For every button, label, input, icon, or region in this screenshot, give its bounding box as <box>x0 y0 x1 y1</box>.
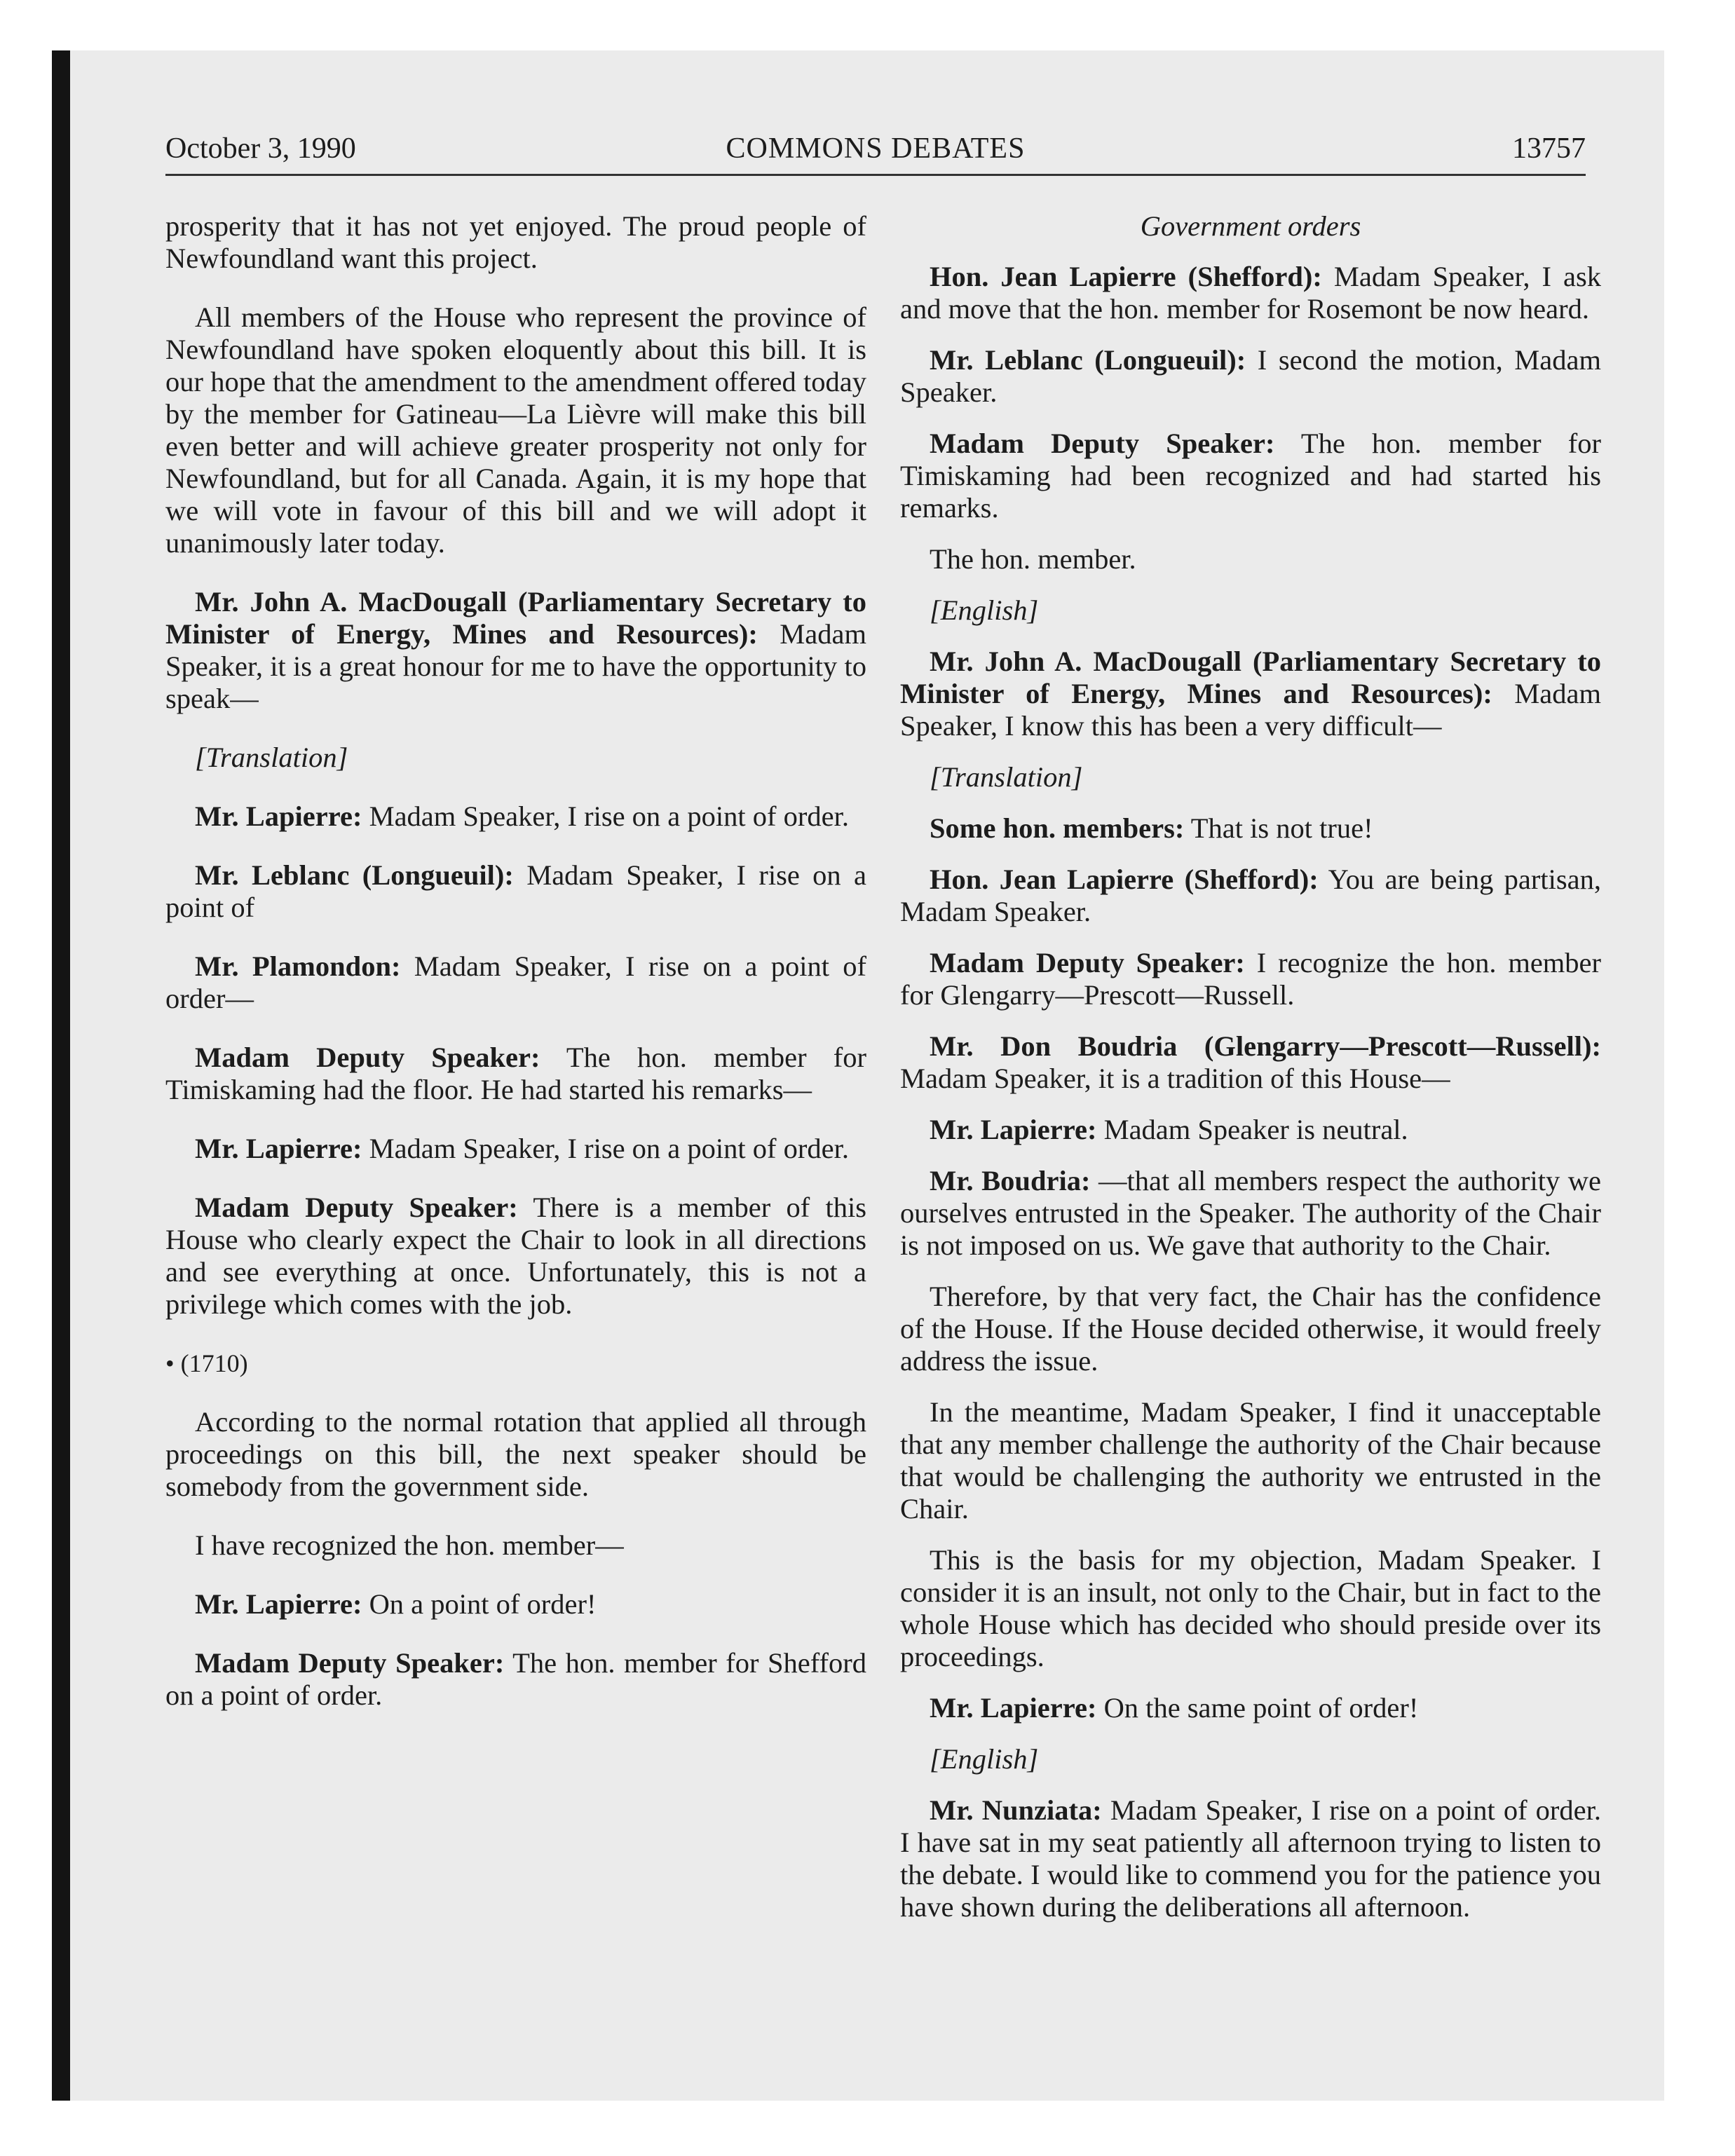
paragraph-text: Madam Speaker, I rise on a point of order. <box>369 1133 849 1164</box>
header-date: October 3, 1990 <box>165 132 356 165</box>
paragraph <box>900 428 1601 524</box>
paragraph <box>900 1030 1601 1095</box>
paragraph <box>165 1588 866 1621</box>
paragraph-text: Madam Speaker, I rise on a point of <box>165 859 866 923</box>
speaker-name: Mr. John A. MacDougall (Parliamentary Secretary to Minister of Energy, Mines and Resources): <box>165 586 866 650</box>
paragraph-text: On a point of order! <box>369 1588 597 1620</box>
speaker-name: Madam Deputy Speaker: <box>930 428 1275 459</box>
speaker-name: Madam Deputy Speaker: <box>195 1042 540 1073</box>
paragraph-text: This is the basis for my objection, Madam Speaker. I consider it is an insult, not only to the Chair, but in fact to the whole House which has decided who should preside over its proceedings. <box>900 1544 1601 1672</box>
paragraph <box>900 261 1601 325</box>
speaker-name: Mr. Boudria: <box>930 1165 1091 1196</box>
left-column <box>165 210 866 1738</box>
paragraph <box>165 1406 866 1503</box>
speaker-name: Hon. Jean Lapierre (Shefford): <box>930 261 1322 292</box>
header-title: COMMONS DEBATES <box>726 132 1026 165</box>
paragraph <box>165 1133 866 1165</box>
paragraph <box>900 1165 1601 1262</box>
speaker-name: Mr. Lapierre: <box>195 1133 362 1164</box>
speaker-name: Some hon. members: <box>930 812 1185 844</box>
speaker-name: Mr. Nunziata: <box>930 1794 1102 1826</box>
speaker-name: Madam Deputy Speaker: <box>195 1192 518 1223</box>
paragraph-text: Madam Speaker, I rise on a point of order. I have sat in my seat patiently all afternoon trying to listen to the debate. I would like to commend you for the patience you have shown during the deliberations all afternoon. <box>900 1794 1602 1923</box>
paragraph-text: In the meantime, Madam Speaker, I find it unacceptable that any member challenge the authority of the Chair because that would be challenging the authority we entrusted in the Chair. <box>900 1396 1601 1524</box>
paragraph-text: According to the normal rotation that applied all through proceedings on this bill, the next speaker should be somebody from the government side. <box>165 1406 866 1502</box>
paragraph-text: That is not true! <box>1190 812 1373 844</box>
paragraph-text: Madam Speaker, I ask and move that the hon. member for Rosemont be now heard. <box>900 261 1602 325</box>
paragraph-text: Madam Speaker, I know this has been a very difficult— <box>900 678 1601 742</box>
paragraph-text: All members of the House who represent the province of Newfoundland have spoken eloquently about this bill. It is our hope that the amendment to the amendment offered today by the member for Gatineau—La Lièvre will make this bill even better and will achieve greater prosperity not only for Newfoundland, but for all Canada. Again, it is my hope that we will vote in favour of this bill and we will adopt it unanimously later today. <box>165 301 866 559</box>
paragraph-text: You are being partisan, Madam Speaker. <box>900 864 1601 927</box>
paragraph-text: I have recognized the hon. member— <box>195 1529 624 1561</box>
paragraph-text: Madam Speaker, I rise on a point of order. <box>369 800 849 832</box>
paragraph-text: prosperity that it has not yet enjoyed. The proud people of Newfoundland want this project. <box>165 210 866 274</box>
speaker-name: Mr. Lapierre: <box>195 1588 362 1620</box>
paragraph <box>900 594 1601 627</box>
speaker-name: Mr. Lapierre: <box>930 1114 1097 1145</box>
paragraph <box>900 1544 1601 1673</box>
paragraph <box>900 761 1601 793</box>
paragraph <box>900 1692 1601 1724</box>
paragraph-text: Madam Speaker, I rise on a point of order— <box>165 950 866 1014</box>
paragraph <box>165 1647 866 1712</box>
paragraph <box>165 210 866 275</box>
paragraph <box>165 586 866 715</box>
speaker-name: Mr. Leblanc (Longueuil): <box>930 344 1246 376</box>
paragraph <box>900 1396 1601 1525</box>
speaker-name: Mr. Don Boudria (Glengarry—Prescott—Russell): <box>930 1030 1601 1062</box>
paragraph-text: Madam Speaker is neutral. <box>1103 1114 1408 1145</box>
paragraph-text: Madam Speaker, it is a great honour for me to have the opportunity to speak— <box>165 618 866 714</box>
paragraph-text: There is a member of this House who clearly expect the Chair to look in all directions and see everything at once. Unfortunately, this is not a privilege which comes with the job. <box>165 1192 866 1320</box>
paragraph-text: The hon. member for Timiskaming had the floor. He had started his remarks— <box>165 1042 866 1105</box>
paragraph-text: The hon. member for Timiskaming had been recognized and had started his remarks. <box>900 428 1601 524</box>
paragraph <box>165 950 866 1015</box>
paragraph <box>900 1114 1601 1146</box>
paragraph <box>900 1743 1601 1775</box>
paragraph-text: [Translation] <box>930 761 1083 793</box>
paragraph <box>900 947 1601 1011</box>
paragraph-text: I recognize the hon. member for Glengarry—Prescott—Russell. <box>900 947 1602 1011</box>
page-binding-edge <box>52 50 70 2101</box>
paragraph <box>165 1042 866 1106</box>
speaker-name: Hon. Jean Lapierre (Shefford): <box>930 864 1319 895</box>
paragraph-text: —that all members respect the authority we ourselves entrusted in the Speaker. The authority of the Chair is not imposed on us. We gave that authority to the Chair. <box>900 1165 1602 1261</box>
paragraph-text: Therefore, by that very fact, the Chair has the confidence of the House. If the House decided otherwise, it would freely address the issue. <box>900 1281 1601 1377</box>
speaker-name: Mr. Lapierre: <box>930 1692 1097 1724</box>
speaker-name: Mr. John A. MacDougall (Parliamentary Secretary to Minister of Energy, Mines and Resources): <box>900 646 1601 709</box>
paragraph <box>900 344 1601 409</box>
speaker-name: Madam Deputy Speaker: <box>195 1647 505 1679</box>
speaker-name: Mr. Leblanc (Longueuil): <box>195 859 514 891</box>
paragraph-text: The hon. member. <box>930 543 1136 575</box>
page-header <box>165 130 1586 176</box>
paragraph <box>900 1794 1601 1923</box>
paragraph-text: [English] <box>930 1743 1039 1775</box>
paragraph-text: On the same point of order! <box>1103 1692 1419 1724</box>
speaker-name: Mr. Plamondon: <box>195 950 401 982</box>
paragraph <box>165 859 866 924</box>
paragraph <box>165 1529 866 1562</box>
paragraph-text: • (1710) <box>165 1349 248 1377</box>
paragraph-text: I second the motion, Madam Speaker. <box>900 344 1601 408</box>
paragraph <box>900 812 1601 845</box>
paragraph-text: The hon. member for Shefford on a point of order. <box>165 1647 866 1711</box>
paragraph-text: Madam Speaker, it is a tradition of this House— <box>900 1063 1450 1094</box>
paragraph <box>165 1192 866 1321</box>
paragraph <box>165 800 866 833</box>
paragraph <box>900 864 1601 928</box>
speaker-name: Mr. Lapierre: <box>195 800 362 832</box>
paragraph <box>900 1281 1601 1377</box>
header-page-number: 13757 <box>1512 132 1586 165</box>
right-column <box>900 210 1601 1942</box>
speaker-name: Madam Deputy Speaker: <box>930 947 1245 978</box>
paragraph <box>165 1347 866 1379</box>
paragraph <box>165 742 866 774</box>
paragraph-text: [Translation] <box>195 742 348 773</box>
paragraph-text: [English] <box>930 594 1039 626</box>
paragraph <box>900 646 1601 742</box>
paragraph <box>900 543 1601 575</box>
section-heading: Government orders <box>1140 210 1361 242</box>
paragraph <box>165 301 866 559</box>
